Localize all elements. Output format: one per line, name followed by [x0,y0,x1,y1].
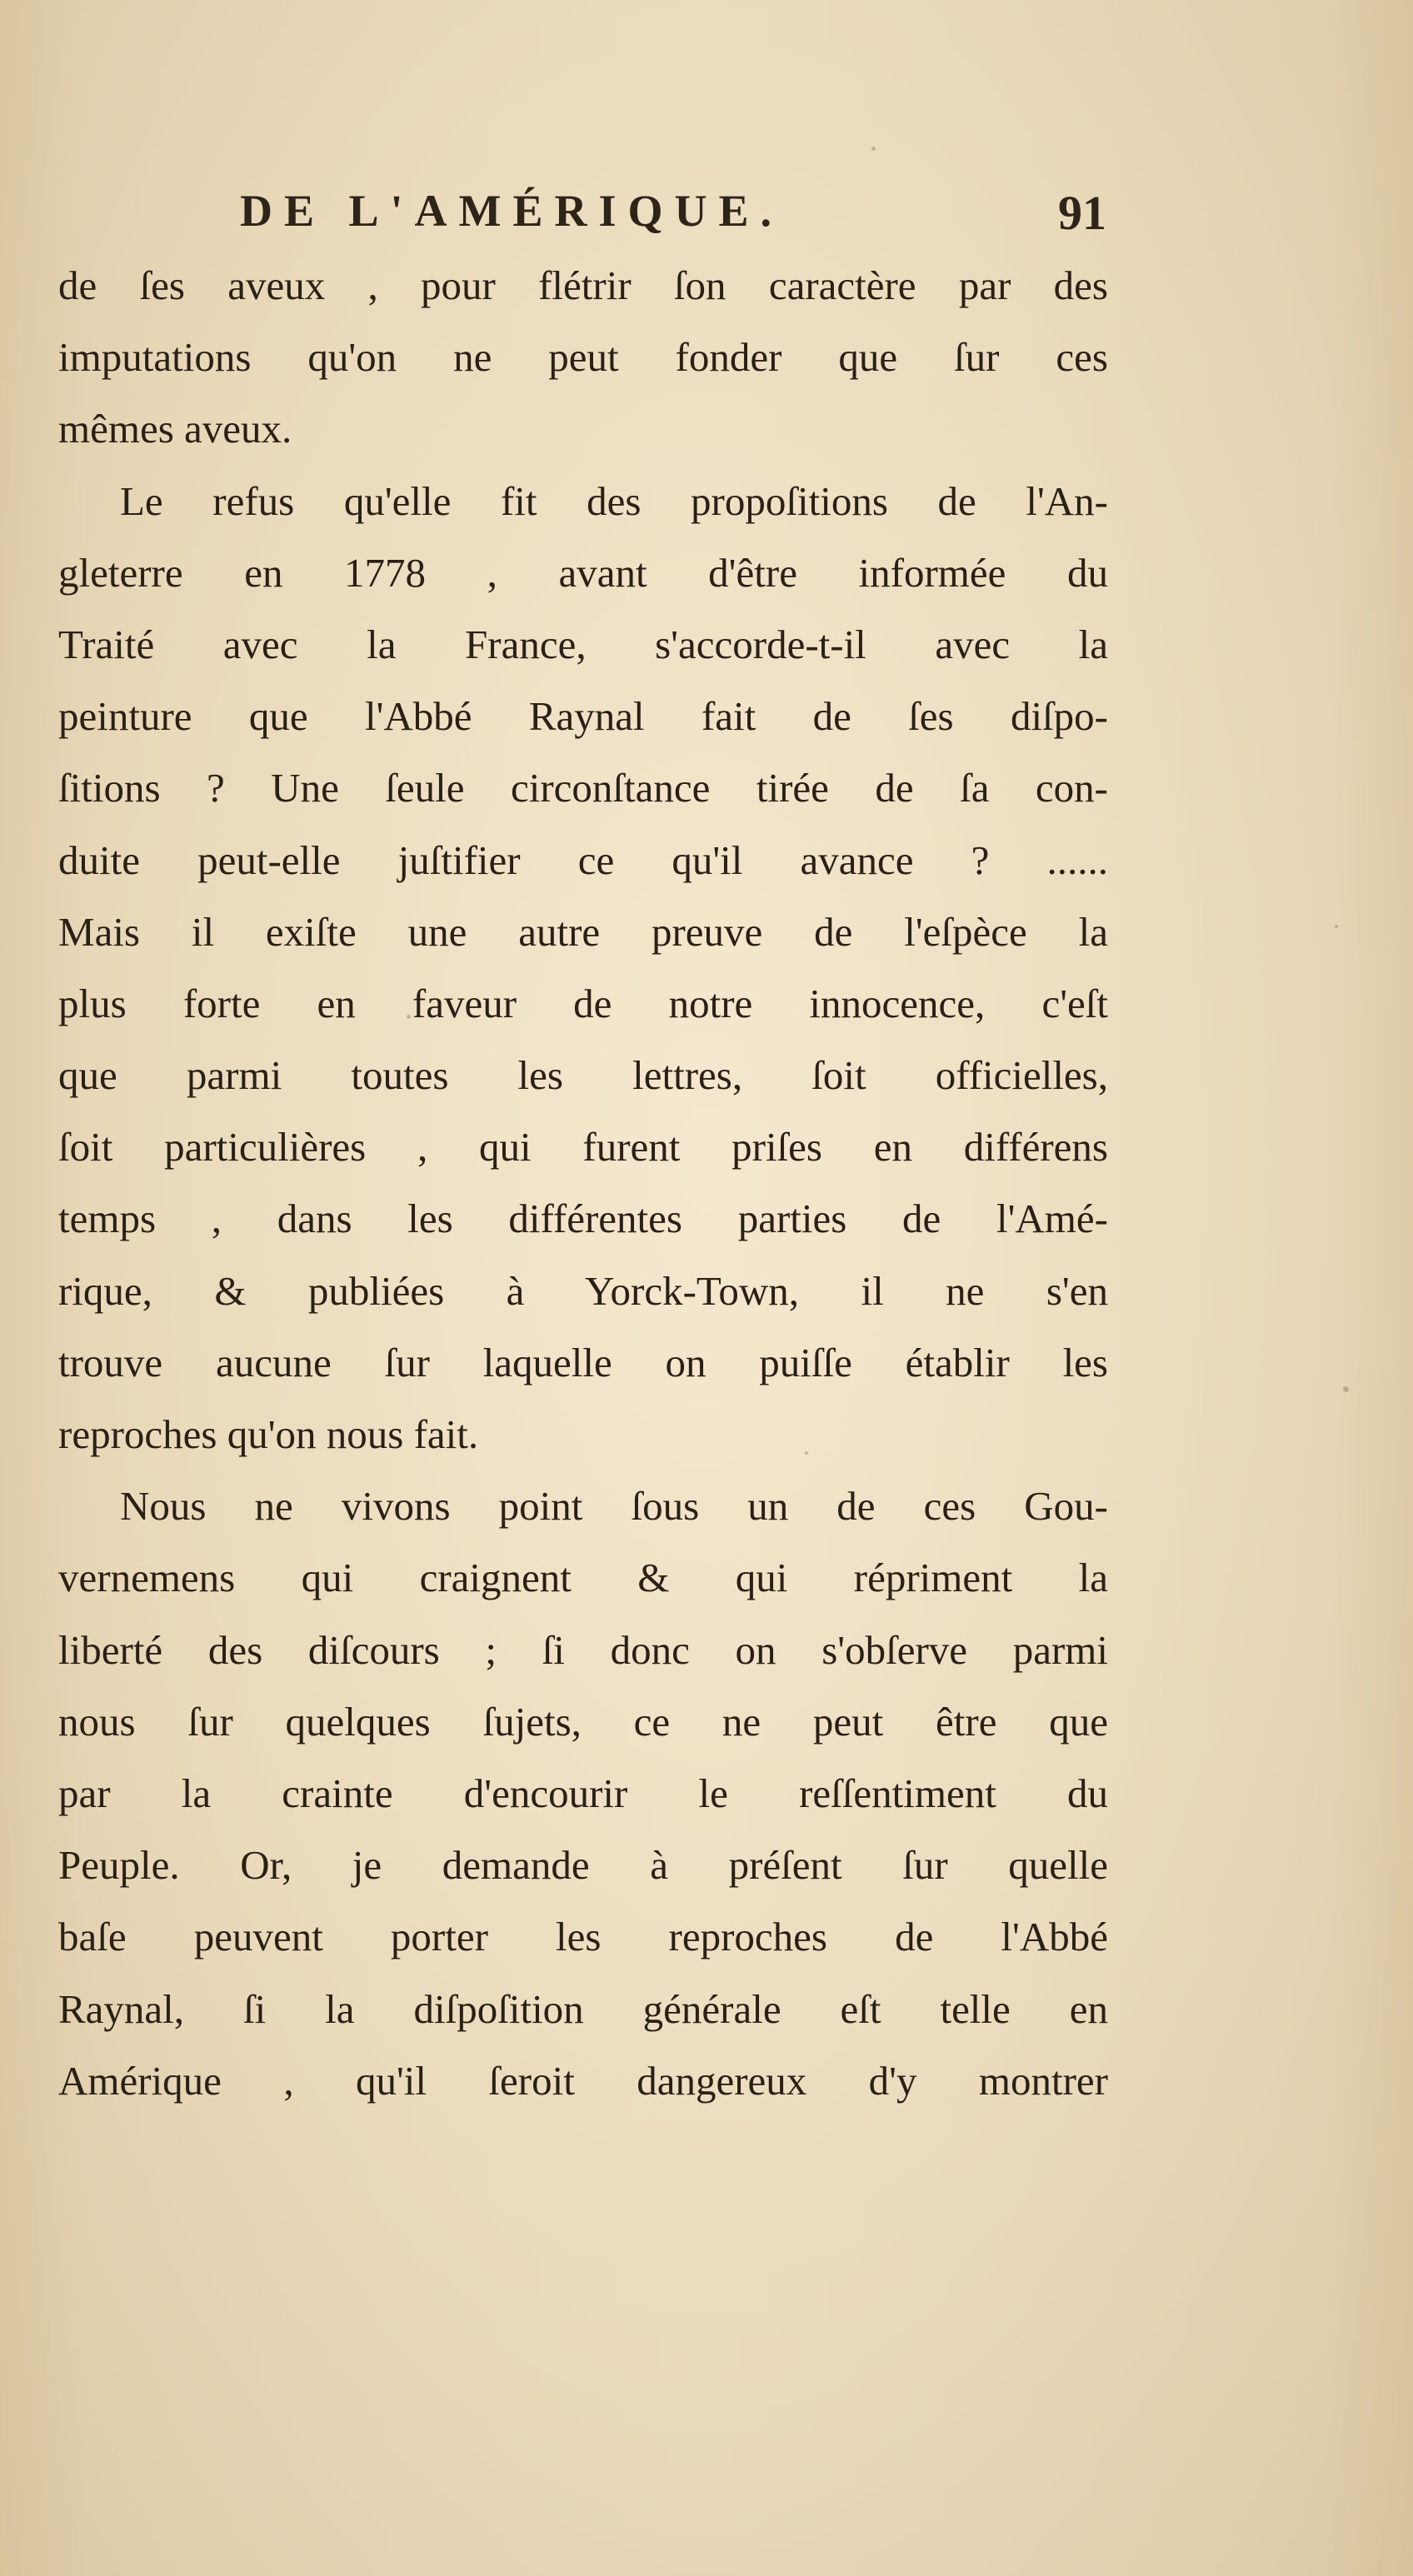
text-line: duite peut-elle juſtifier ce qu'il avance ? ...... [58,836,1108,883]
text-line: vernemens qui craignent & qui répriment la [58,1555,1108,1601]
text-line: Traité avec la France, s'accorde-t-il avec la [58,621,1108,667]
text-line: Mais il exiſte une autre preuve de l'eſpèce la [58,908,1108,955]
paper-speck [871,147,876,151]
paper-speck [1343,1386,1349,1392]
paragraph-2 [58,466,1108,1471]
text-line: Amérique , qu'il ſeroit dangereux d'y montrer [58,2057,1108,2104]
text-line: Le refus qu'elle fit des propoſitions de l'An- [120,477,1108,524]
text-line: nous ſur quelques ſujets, ce ne peut être que [58,1698,1108,1745]
text-line: que parmi toutes les lettres, ſoit officielles, [58,1052,1108,1099]
text-line: plus forte en faveur de notre innocence, c'eſt [58,980,1108,1026]
text-line: baſe peuvent porter les reproches de l'Abbé [58,1914,1108,1960]
text-line: Raynal, ſi la diſpoſition générale eſt telle en [58,1985,1108,2032]
text-line: ſitions ? Une ſeule circonſtance tirée de ſa con- [58,765,1108,811]
text-line: gleterre en 1778 , avant d'être informée du [58,549,1108,596]
paragraph-1 [58,250,1108,466]
paragraph-3 [58,1470,1108,2117]
body-text [58,250,1108,2117]
text-line: par la crainte d'encourir le reſſentiment du [58,1770,1108,1816]
text-line: de ſes aveux , pour flétrir ſon caractère par des [58,262,1108,308]
text-line: peinture que l'Abbé Raynal fait de ſes diſpo- [58,693,1108,740]
text-line: trouve aucune ſur laquelle on puiſſe établir les [58,1339,1108,1385]
text-line: temps , dans les différentes parties de l'Amé- [58,1196,1108,1242]
text-line: rique, & publiées à Yorck-Town, il ne s'en [58,1267,1108,1314]
running-header [240,185,1106,252]
text-line: imputations qu'on ne peut fonder que ſur ces [58,334,1108,381]
paper-speck [1335,925,1338,928]
running-title: DE L'AMÉRIQUE. [240,186,784,236]
text-line: liberté des diſcours ; ſi donc on s'obſerve parmi [58,1626,1108,1673]
text-line: Nous ne vivons point ſous un de ces Gou- [120,1483,1108,1530]
page-number: 91 [1058,186,1106,240]
text-line: reproches qu'on nous fait. [58,1411,479,1457]
text-line: mêmes aveux. [58,406,292,452]
text-line: Peuple. Or, je demande à préſent ſur quelle [58,1842,1108,1889]
text-line: ſoit particulières , qui furent priſes en différens [58,1124,1108,1171]
